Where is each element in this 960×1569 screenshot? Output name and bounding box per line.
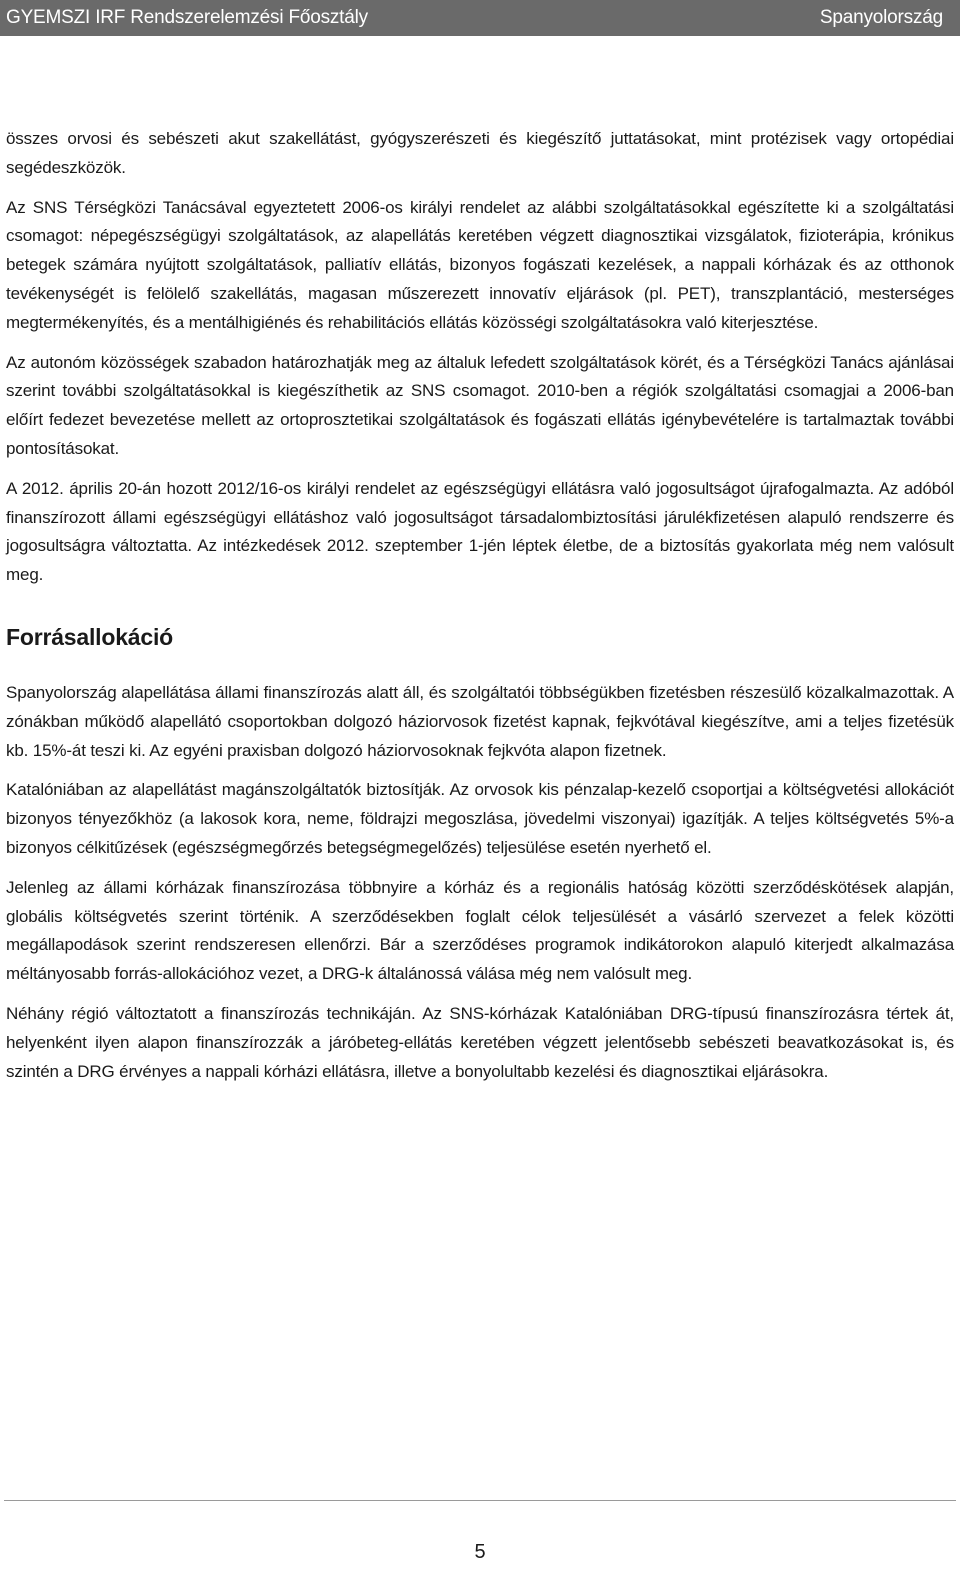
paragraph: Jelenleg az állami kórházak finanszírozása többnyire a kórház és a regionális hatóság közötti szerződéskötések alapján, globális költségvetés szerint történik. A szerződésekben foglalt célok teljesülését a vásárló szervezet a felek közötti megállapodások szerint rendszeresen ellenőrzi. Bár a szerződéses programok indikátorokon alapuló kiterjedt alkalmazása méltányosabb forrás-allokációhoz vezet, a DRG-k általánossá válása még nem valósult meg. xyxy=(6,877,954,984)
page-header xyxy=(0,0,960,36)
section-heading: Forrásallokáció xyxy=(6,623,174,650)
paragraph: Néhány régió változtatott a finanszírozás technikáján. Az SNS-kórházak Katalóniában DRG-típusú finanszírozásra tértek át, helyenként ilyen alapon finanszírozzák a járóbeteg-ellátás keretében végzett jelentősebb sebészeti beavatkozásokat is, és szintén a DRG érvényes a nappali kórházi ellátásra, illetve a bonyolultabb kezelési és diagnosztikai eljárásokra. xyxy=(6,1003,954,1081)
paragraph: összes orvosi és sebészeti akut szakellátást, gyógyszerészeti és kiegészítő juttatásokat, mint protézisek vagy ortopédiai segédeszközök. xyxy=(6,129,954,177)
footer-divider xyxy=(4,1500,956,1501)
paragraph: Az autonóm közösségek szabadon határozhatják meg az általuk lefedett szolgáltatások körét, és a Térségközi Tanács ajánlásai szerint további szolgáltatásokkal is kiegészíthetik az SNS csomagot. 2010-ben a régiók szolgáltatási csomagjai a 2006-ban előírt fedezet bevezetése mellett az ortoprosztetikai szolgáltatások és fogászati ellátás igénybevételére is tartalmaztak további pontosításokat. xyxy=(6,352,954,458)
paragraph: A 2012. április 20-án hozott 2012/16-os királyi rendelet az egészségügyi ellátásra való jogosultságot újrafogalmazta. Az adóból finanszírozott állami egészségügyi ellátáshoz való jogosultságot társadalombiztosítási járulékfizetésen alapuló rendszerre és jogosultságra változtatta. Az intézkedések 2012. szeptember 1-jén léptek életbe, de a biztosítás gyakorlata még nem valósult meg. xyxy=(6,478,954,585)
paragraph: Az SNS Térségközi Tanácsával egyeztetett 2006-os királyi rendelet az alábbi szolgáltatásokkal egészítette ki a szolgáltatási csomagot: népegészségügyi szolgáltatások, az alapellátás keretében végzett diagnosztikai vizsgálatok, fizioterápia, krónikus betegek számára nyújtott szolgáltatások, palliatív ellátás, bizonyos fogászati kezelések, a nappali kórházak és az otthonok tevékenységét is felölelő szakellátás, magasan műszerezett innovatív eljárások (pl. PET), transzplantáció, mesterséges megtermékenyítés, és a mentálhigiénés és rehabilitációs ellátás közösségi szolgáltatásokra való kiterjesztése. xyxy=(6,197,954,332)
header-department: GYEMSZI IRF Rendszerelemzési Főosztály xyxy=(6,7,368,28)
page-number: 5 xyxy=(474,1541,486,1563)
header-country: Spanyolország xyxy=(819,7,943,28)
document-body xyxy=(6,125,954,1086)
paragraph: Spanyolország alapellátása állami finanszírozás alatt áll, és szolgáltatói többségükben fizetésben részesülő közalkalmazottak. A zónákban működő alapellátó csoportokban dolgozó háziorvosok fizetést kapnak, fejkvótával kiegészítve, ami a teljes fizetésük kb. 15%-át teszi ki. Az egyéni praxisban dolgozó háziorvosoknak fejkvóta alapon fizetnek. xyxy=(6,682,954,760)
paragraph: Katalóniában az alapellátást magánszolgáltatók biztosítják. Az orvosok kis pénzalap-kezelő csoportjai a költségvetési allokációt bizonyos tényezőkhöz (a lakosok kora, neme, földrajzi megoszlása, jövedelmi viszonyai) igazítják. A teljes költségvetés 5%-a bizonyos célkitűzések (egészségmegőrzés betegségmegelőzés) teljesülése esetén nyerhető el. xyxy=(6,780,954,857)
